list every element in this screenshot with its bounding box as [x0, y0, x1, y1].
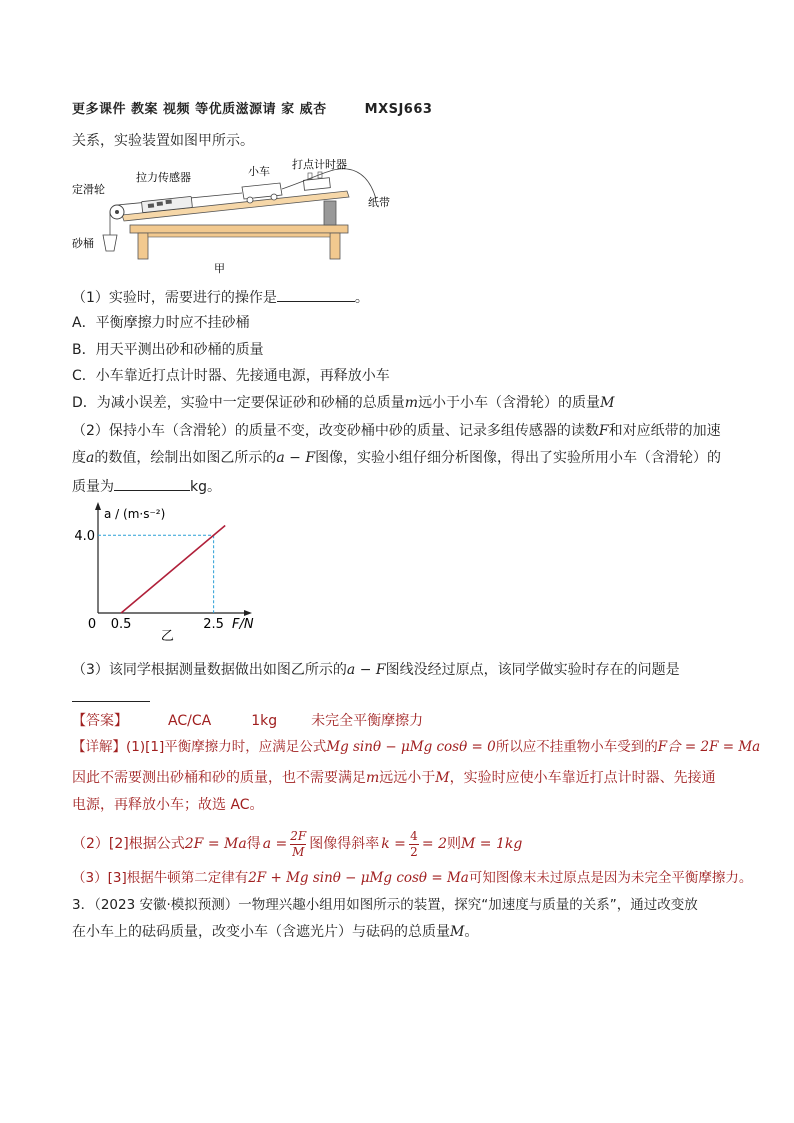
detail-line4: （2）[2]根据公式 2F = Ma 得 a = 2F M 图像得斜率 k = 4 2 = 2 则 M = 1kg [72, 828, 523, 859]
q1-option-d: D．为减小误差，实验中一定要保证砂和砂桶的总质量m远小于小车（含滑轮）的质量M [72, 395, 615, 411]
fig1-caption: 甲 [214, 262, 225, 275]
label-timer: 打点计时器 [292, 158, 347, 171]
table-leg-right [330, 233, 340, 259]
label-tape: 纸带 [368, 196, 390, 209]
answer-1: AC/CA [168, 713, 212, 729]
detail-line5: （3）[3]根据牛顿第二定律有2F + Mg sinθ − μMg cosθ = Ma可知图像末未过原点是因为未完全平衡摩擦力。 [72, 870, 753, 886]
support-block [324, 201, 336, 225]
answer-2: 1kg [251, 713, 278, 729]
y-tick-label: 4.0 [74, 529, 95, 545]
table-top [130, 225, 348, 233]
y-axis-label: a / (m·s⁻²) [104, 507, 166, 521]
q2-line2: 度a的数值，绘制出如图乙所示的a − F图像，实验小组仔细分析图像，得出了实验所用小车（含滑轮）的 [72, 450, 722, 466]
series-line-a-f [121, 526, 225, 614]
answer-label: 【答案】 [72, 713, 128, 729]
q2-line1: （2）保持小车（含滑轮）的质量不变，改变砂桶中砂的质量、记录多组传感器的读数F和对应纸带的加速 [72, 423, 721, 439]
label-pulley: 定滑轮 [72, 183, 105, 196]
q1-stem: （1）实验时，需要进行的操作是 。 [72, 287, 369, 308]
answer-line [72, 711, 423, 731]
x-axis-label: F/N [232, 617, 254, 632]
intro-text: 关系，实验装置如图甲所示。 [72, 133, 254, 149]
table-leg-left [138, 233, 148, 259]
detail-line1: 【详解】(1)[1]平衡摩擦力时，应满足公式Mg sinθ − μMg cosθ = 0所以应不挂重物小车受到的F合 = 2F = Ma [72, 739, 761, 755]
q2-line3: 质量为 kg。 [72, 476, 221, 497]
q1-option-a: A．平衡摩擦力时应不挂砂桶 [72, 315, 250, 331]
y-axis-arrow [95, 502, 101, 510]
q3-answer-blank [72, 701, 150, 702]
sand-bucket [103, 235, 117, 251]
origin-label: 0 [87, 617, 97, 632]
table-rail [148, 233, 330, 237]
detail-line2: 因此不需要测出砂桶和砂的质量，也不需要满足m远远小于M，实验时应使小车靠近打点计时器、先接通 [72, 770, 716, 786]
q1-option-b: B．用天平测出砂和砂桶的质量 [72, 342, 264, 358]
chart-caption: 乙 [160, 629, 174, 644]
page-header [72, 98, 432, 117]
q1-option-c: C．小车靠近打点计时器、先接通电源，再释放小车 [72, 368, 390, 384]
label-bucket: 砂桶 [72, 237, 94, 250]
answer-3: 未完全平衡摩擦力 [311, 713, 424, 729]
x-axis-arrow [244, 610, 252, 616]
x-tick-label: 2.5 [203, 617, 224, 632]
next-question-line2: 在小车上的砝码质量，改变小车（含遮光片）与砝码的总质量M。 [72, 924, 479, 940]
header-code: MXSJ663 [364, 102, 433, 117]
apparatus-figure [72, 155, 402, 275]
label-sensor: 拉力传感器 [136, 171, 191, 184]
header-title: 更多课件 教案 视频 等优质滋源请 家 威杏 [72, 102, 327, 117]
q3-line1: （3）该同学根据测量数据做出如图乙所示的a − F图线没经过原点，该同学做实验时存在的问题是 [72, 662, 680, 678]
x-tick-label: 0.5 [110, 617, 132, 632]
a-f-chart [74, 500, 254, 644]
detail-line3: 电源，再释放小车；故选 AC。 [72, 797, 264, 813]
label-cart: 小车 [248, 165, 270, 178]
next-question-line1: 3．（2023 安徽·模拟预测）一物理兴趣小组用如图所示的装置，探究“加速度与质量的关系”，通过改变放 [72, 897, 698, 913]
